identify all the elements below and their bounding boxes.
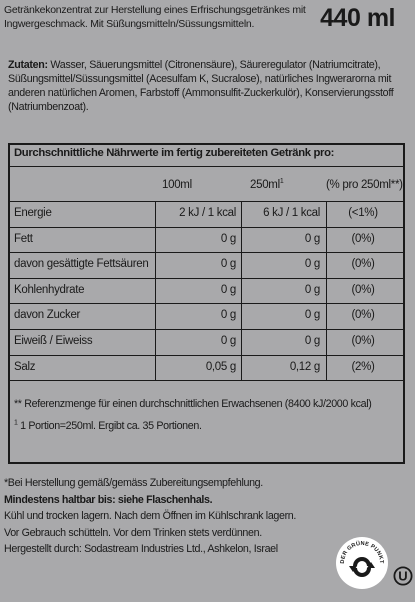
divider: [10, 201, 403, 202]
row-value-100ml: 0,05 g: [205, 360, 236, 373]
row-value-250ml: 0,12 g: [289, 360, 320, 373]
row-value-100ml: 0 g: [220, 232, 236, 245]
divider: [10, 380, 403, 381]
u-symbol-icon: [393, 566, 413, 586]
row-value-250ml: 6 kJ / 1 kcal: [263, 207, 320, 219]
row-percent: (0%): [351, 335, 375, 347]
preparation-note: *Bei Herstellung gemäß/gemäss Zubereitungsempfehlung.: [4, 477, 263, 489]
u-symbol-text: U: [398, 568, 408, 584]
ingredients-list: Wasser, Säuerungsmittel (Citronensäure), Säureregulator (Natriumcitrate), Süßungsmittel/Süssungsmittel (Acesulfam K, Sucralose), natürliches Ingwerarorna mit anderen natürlichen Aromen, Farbstoff (Ammonsulfit-Zuckerkulör), Konservierungsstoff (Natriumbenzoat).: [8, 59, 394, 113]
row-value-100ml: 0 g: [220, 258, 236, 271]
row-divider: [10, 227, 403, 228]
best-before: Mindestens haltbar bis: siehe Flaschenhals.: [4, 493, 213, 506]
row-label: davon Zucker: [14, 309, 81, 322]
col-header-250ml-text: 250ml: [250, 179, 280, 191]
product-description: Getränkekonzentrat zur Herstellung eines Erfrischungsgetränkes mit Ingwergeschmack. Mit Süßungsmitteln/Süssungsmitteln.: [4, 4, 306, 30]
nutrition-table: [8, 143, 405, 464]
row-value-100ml: 0 g: [220, 283, 236, 296]
col-header-percent: (% pro 250ml**): [326, 179, 403, 191]
row-percent: (0%): [351, 232, 375, 245]
storage-note: Kühl und trocken lagern. Nach dem Öffnen im Kühlschrank lagern.: [4, 510, 297, 522]
column-divider: [326, 201, 327, 380]
row-divider: [10, 355, 403, 356]
row-value-250ml: 0 g: [304, 335, 320, 347]
col-header-250ml: [250, 179, 283, 191]
volume-label: 440 ml: [320, 4, 395, 32]
ingredients-text: [8, 58, 398, 114]
divider: [10, 166, 403, 167]
row-divider: [10, 252, 403, 253]
row-label: Energie: [14, 207, 52, 219]
row-value-250ml: 0 g: [304, 309, 320, 322]
gruener-punkt-text: DER GRÜNE PUNKT: [339, 540, 385, 564]
row-divider: [10, 329, 403, 330]
ingredients-lead: Zutaten:: [8, 59, 48, 71]
row-divider: [10, 278, 403, 279]
row-value-100ml: 2 kJ / 1 kcal: [179, 207, 236, 219]
row-label: davon gesättigte Fettsäuren: [14, 258, 149, 271]
row-percent: (0%): [351, 309, 375, 322]
manufacturer: Hergestellt durch: Sodastream Industries Ltd., Ashkelon, Israel: [4, 543, 278, 555]
row-value-250ml: 0 g: [304, 258, 320, 271]
row-label: Kohlenhydrate: [14, 283, 85, 296]
col-header-100ml: 100ml: [162, 179, 192, 191]
row-value-100ml: 0 g: [220, 309, 236, 322]
footnote-portion-text: 1 Portion=250ml. Ergibt ca. 35 Portionen.: [17, 420, 202, 432]
usage-note: Vor Gebrauch schütteln. Vor dem Trinken stets verdünnen.: [4, 526, 262, 539]
row-label: Fett: [14, 232, 33, 245]
row-value-250ml: 0 g: [304, 283, 320, 296]
row-percent: (<1%): [348, 207, 378, 219]
row-label: Salz: [14, 360, 36, 373]
nutrition-title: Durchschnittliche Nährwerte im fertig zubereiteten Getränk pro:: [14, 147, 335, 159]
row-divider: [10, 303, 403, 304]
col-header-250ml-sup: 1: [279, 178, 284, 186]
row-percent: (2%): [351, 360, 375, 373]
footnote-portion: [14, 420, 202, 432]
row-value-250ml: 0 g: [304, 232, 320, 245]
row-percent: (0%): [351, 258, 375, 271]
footnote-sup: 1: [14, 419, 18, 427]
row-percent: (0%): [351, 283, 375, 296]
row-label: Eiweiß / Eiweiss: [14, 335, 93, 347]
gruener-punkt-logo-icon: [335, 536, 389, 590]
footnote-reference: ** Referenzmenge für einen durchschnittlichen Erwachsenen (8400 kJ/2000 kcal): [14, 398, 372, 410]
row-value-100ml: 0 g: [220, 335, 236, 347]
